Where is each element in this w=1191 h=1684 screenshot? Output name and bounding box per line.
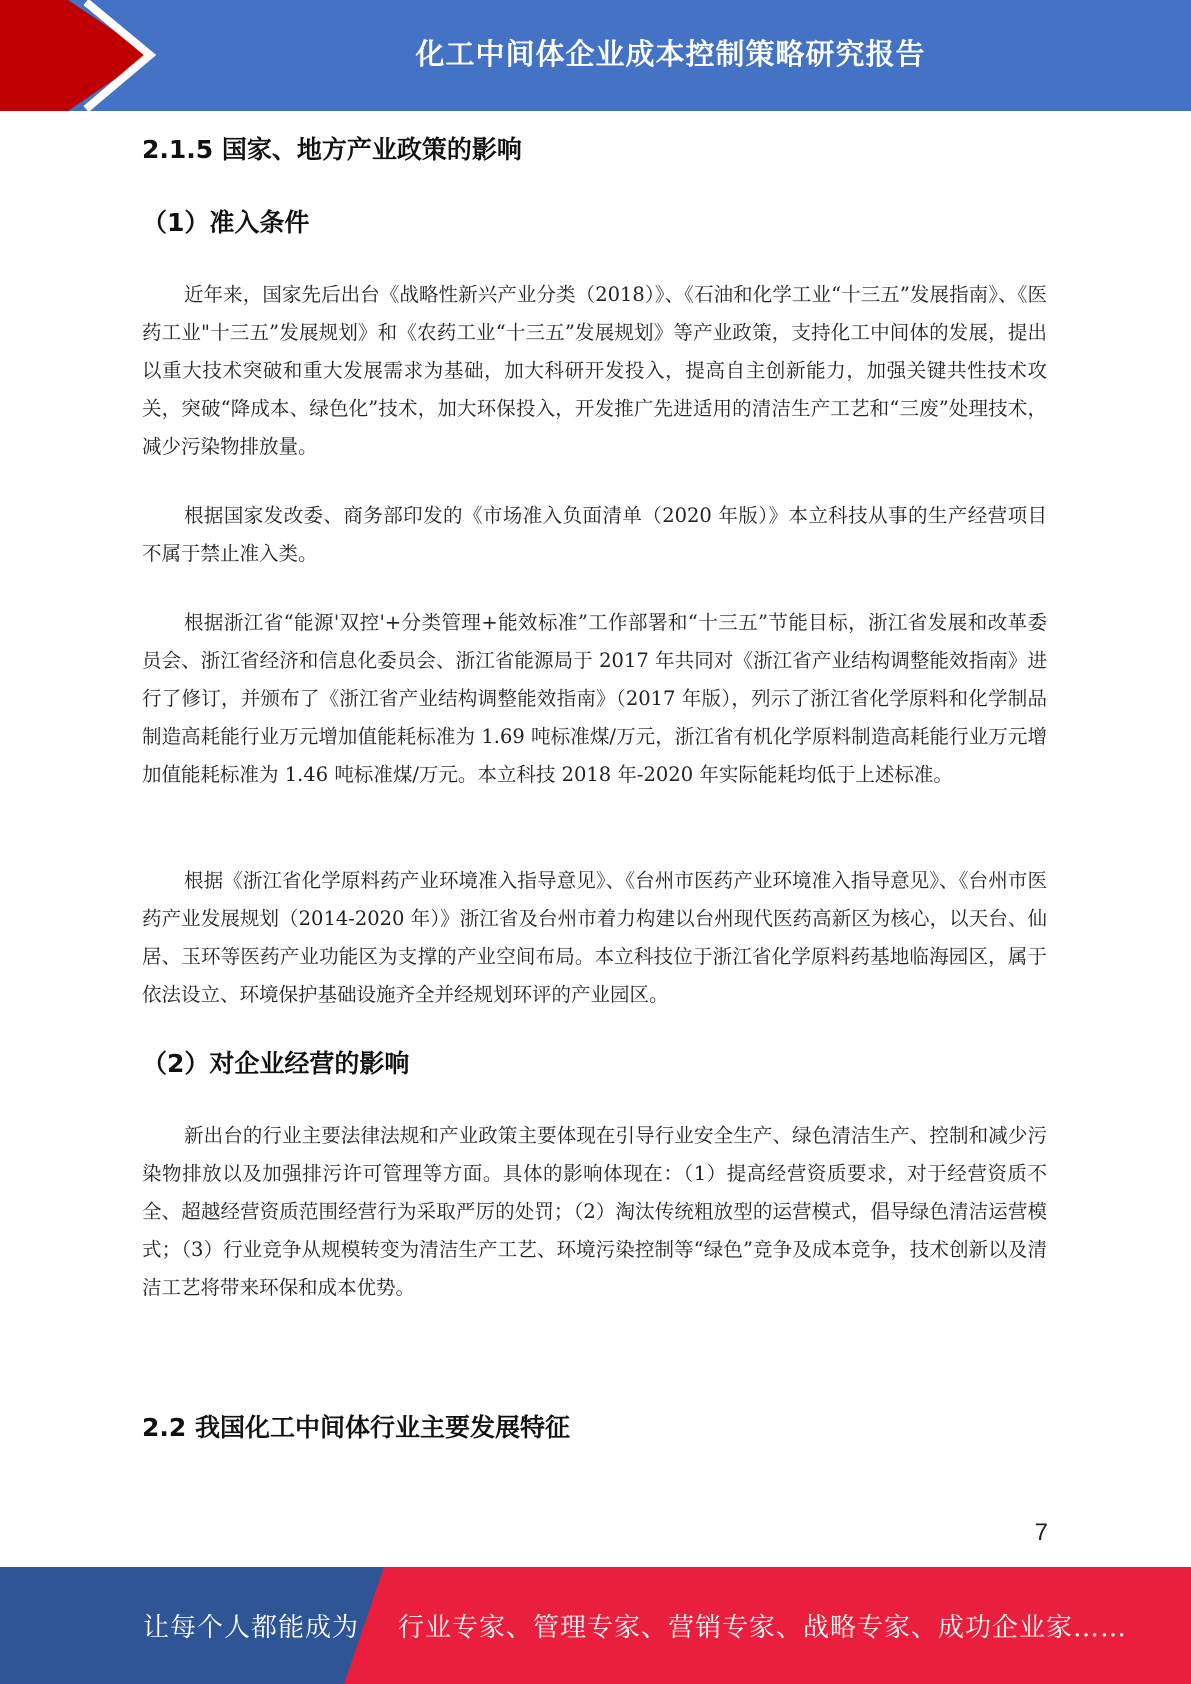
page-header xyxy=(0,0,1191,111)
footer-slogan-right: 行业专家、管理专家、营销专家、战略专家、成功企业家…… xyxy=(398,1613,1128,1643)
paragraph-energy-standards: 根据浙江省“能源'双控'+分类管理+能效标准”工作部署和“十三五”节能目标，浙江省发展和改革委员会、浙江省经济和信息化委员会、浙江省能源局于 2017 年共同对《浙江省产业结构调整能效指南》进行了修订，并颁布了《浙江省产业结构调整能效指南》（2017 年版），列示了浙江省化学原料和化学制品制造高耗能行业万元增加值能耗标准为 1.69 吨标准煤/万元，浙江省有机化学原料制造高耗能行业万元增加值能耗标准为 1.46 吨标准煤/万元。本立科技 2018 年-2020 年实际能耗均低于上述标准。 xyxy=(142,611,1047,786)
paragraph-business-impact: 新出台的行业主要法律法规和产业政策主要体现在引导行业安全生产、绿色清洁生产、控制和减少污染物排放以及加强排污许可管理等方面。具体的影响体现在：（1）提高经营资质要求，对于经营资质不全、超越经营资质范围经营行为采取严厉的处罚；（2）淘汰传统粗放型的运营模式，倡导绿色清洁运营模式；（3）行业竞争从规模转变为清洁生产工艺、环境污染控制等“绿色”竞争及成本竞争，技术创新以及清洁工艺将带来环保和成本优势。 xyxy=(142,1124,1047,1299)
paragraph-market-access: 根据国家发改委、商务部印发的《市场准入负面清单（2020 年版）》本立科技从事的生产经营项目不属于禁止准入类。 xyxy=(142,504,1047,565)
subsection-heading-business-impact: （2）对企业经营的影响 xyxy=(142,1049,410,1078)
subsection-heading-access-conditions: （1）准入条件 xyxy=(142,208,310,237)
report-title: 化工中间体企业成本控制策略研究报告 xyxy=(415,36,926,71)
paragraph-environment-guidance: 根据《浙江省化学原料药产业环境准入指导意见》、《台州市医药产业环境准入指导意见》、《台州市医药产业发展规划（2014-2020 年）》浙江省及台州市着力构建以台州现代医药高新区为核心，以天台、仙居、玉环等医药产业功能区为支撑的产业空间布局。本立科技位于浙江省化学原料药基地临海园区，属于依法设立、环境保护基础设施齐全并经规划环评的产业园区。 xyxy=(142,869,1047,1006)
section-heading-2-1-5: 2.1.5 国家、地方产业政策的影响 xyxy=(142,135,522,164)
header-chevron-decoration xyxy=(0,0,160,111)
footer-slogan-left: 让每个人都能成为 xyxy=(143,1613,360,1643)
page-number: 7 xyxy=(1034,1519,1048,1546)
paragraph-policies: 近年来，国家先后出台《战略性新兴产业分类（2018）》、《石油和化学工业“十三五”发展指南》、《医药工业"十三五”发展规划》和《农药工业“十三五”发展规划》等产业政策，支持化工中间体的发展，提出以重大技术突破和重大发展需求为基础，加大科研开发投入，提高自主创新能力，加强关键共性技术攻关，突破“降成本、绿色化”技术，加大环保投入，开发推广先进适用的清洁生产工艺和“三废”处理技术，减少污染物排放量。 xyxy=(142,283,1047,458)
section-heading-2-2: 2.2 我国化工中间体行业主要发展特征 xyxy=(142,1413,570,1442)
page-footer xyxy=(0,1567,1191,1684)
